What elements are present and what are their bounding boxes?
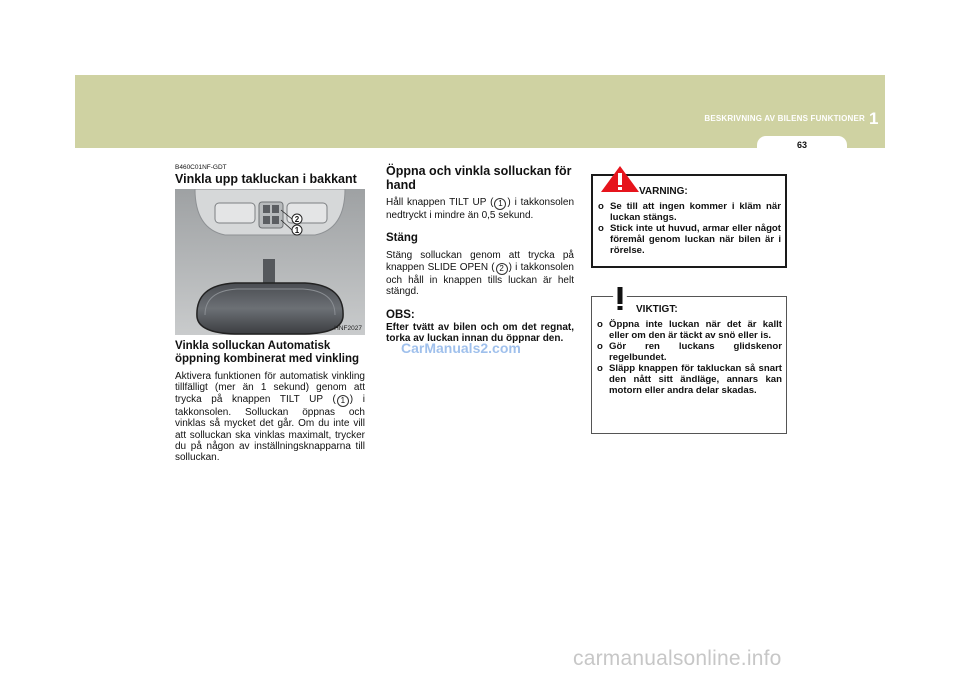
list-item <box>597 363 782 396</box>
list-item <box>597 341 782 363</box>
svg-text:1: 1 <box>294 226 300 235</box>
section-heading: Vinkla upp takluckan i bakkant <box>175 172 357 186</box>
watermark: CarManuals2.com <box>401 340 521 356</box>
paragraph-text: ) i takkonsolen och håll in knappen tills luckan är helt stängd. <box>386 261 574 298</box>
list-item-text: Öppna inte luckan när det är kallt eller om den är täckt av snö eller is. <box>609 319 782 341</box>
obs-heading: OBS: <box>386 308 415 321</box>
bullet: o <box>597 319 603 330</box>
bullet: o <box>597 341 603 352</box>
overhead-console-photo <box>175 189 365 335</box>
marker-2 <box>292 214 302 224</box>
notice-list <box>597 319 782 396</box>
photo-caption: HNF2027 <box>334 325 362 332</box>
list-item-text: Släpp knappen för takluckan så snart den nått sitt ändläge, annars kan motorn eller andra delar skadas. <box>609 363 782 396</box>
obs-text: Efter tvätt av bilen och om det regnat, torka av luckan innan du öppnar den. <box>386 321 574 345</box>
site-watermark: carmanualsonline.info <box>573 647 782 670</box>
list-item <box>598 201 781 223</box>
paragraph-text: Stäng solluckan genom att trycka på knappen SLIDE OPEN ( <box>386 250 574 273</box>
list-item-text: Gör ren luckans glidskenor regelbundet. <box>609 341 782 363</box>
list-item-text: Stick inte ut huvud, armar eller något föremål genom luckan när bilen är i rörelse. <box>610 223 781 256</box>
paragraph-text: Håll knappen TILT UP ( <box>386 197 494 208</box>
warning-list <box>598 201 781 256</box>
button-marker-1: 1 <box>494 198 506 210</box>
marker-1 <box>292 225 302 235</box>
chapter-title: BESKRIVNING AV BILENS FUNKTIONER <box>704 114 865 123</box>
column-left <box>175 164 365 464</box>
paragraph-text: ) i takkonsolen nedtryckt i mindre än 0,5 sekund. <box>386 197 575 221</box>
bullet: o <box>598 201 604 212</box>
section-heading: Öppna och vinkla solluckan för hand <box>386 164 572 192</box>
body-paragraph <box>386 197 574 221</box>
body-paragraph <box>386 250 574 297</box>
section-code: B460C01NF-GDT <box>175 164 227 171</box>
warning-title: VARNING: <box>639 186 688 197</box>
svg-text:2: 2 <box>294 215 300 224</box>
overhead-console-illustration <box>175 189 365 335</box>
bullet: o <box>597 363 603 374</box>
chapter-number: 1 <box>869 109 879 128</box>
list-item <box>597 319 782 341</box>
warning-triangle-icon <box>600 165 640 193</box>
page-number: 63 <box>796 140 807 150</box>
subsection-heading: Vinkla solluckan Automatisk öppning kombinerat med vinkling <box>175 340 360 365</box>
list-item-text: Se till att ingen kommer i kläm när luckan stängs. <box>610 201 781 223</box>
notice-box <box>591 296 787 434</box>
column-middle <box>386 164 574 344</box>
button-marker-1: 1 <box>337 395 349 407</box>
body-paragraph <box>175 371 365 464</box>
section-heading: Stäng <box>386 232 418 245</box>
bullet: o <box>598 223 604 234</box>
paragraph-text: Aktivera funktionen för automatisk vinkling tillfälligt (mer än 1 sekund) genom att trycka på knappen TILT UP ( <box>175 371 365 405</box>
exclamation-icon <box>603 284 637 312</box>
button-marker-2: 2 <box>496 263 508 275</box>
notice-title: VIKTIGT: <box>636 304 678 315</box>
list-item <box>598 223 781 256</box>
paragraph-text: ) i takkonsolen. Solluckan öppnas och vinklas så mycket det går. Om du inte vill att solluckan ska vinklas maximalt, trycker du på någon av inställningsknapparna till solluckan. <box>175 393 365 464</box>
